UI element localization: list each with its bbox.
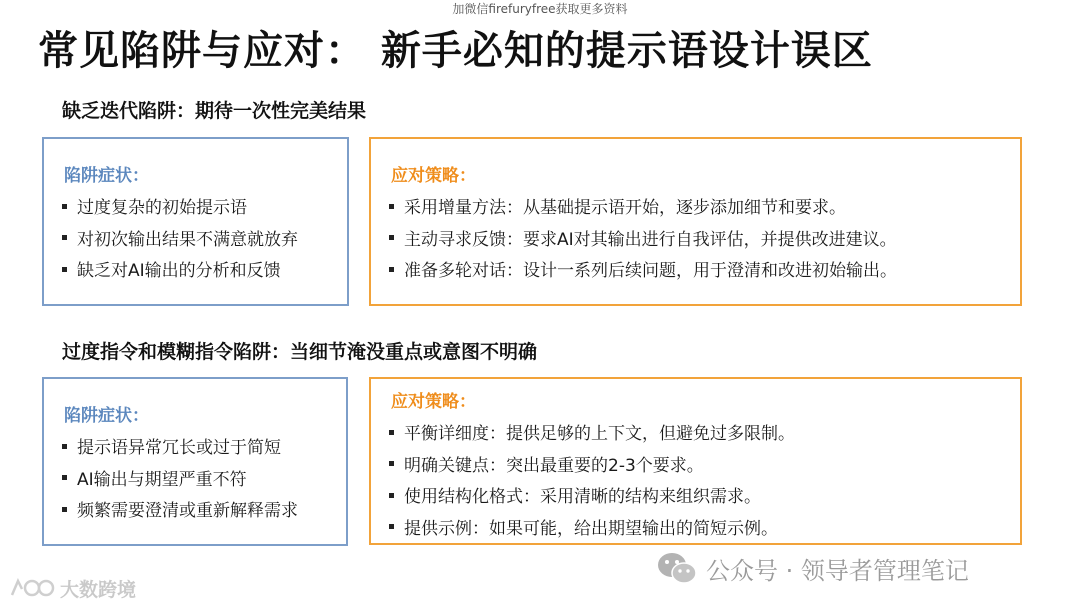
- corner-logo-text: 大数跨境: [60, 578, 137, 601]
- strategies-label: 应对策略：: [391, 392, 476, 412]
- symptoms-label: 陷阱症状：: [64, 166, 149, 186]
- list-item: 明确关键点：突出最重要的2-3个要求。: [389, 451, 795, 483]
- strategies-box-iteration: [369, 137, 1022, 306]
- list-item: 缺乏对AI输出的分析和反馈: [62, 256, 298, 288]
- section-heading-iteration: 缺乏迭代陷阱：期待一次性完美结果: [62, 100, 367, 122]
- bullet-icon: [389, 461, 394, 466]
- bullet-icon: [389, 493, 394, 498]
- section-heading-instruction: 过度指令和模糊指令陷阱：当细节淹没重点或意图不明确: [62, 341, 538, 363]
- bullet-icon: [389, 204, 394, 209]
- bullet-icon: [62, 235, 67, 240]
- list-item: AI输出与期望严重不符: [62, 465, 298, 497]
- strategies-list: [389, 419, 795, 545]
- strategies-box-instruction: [369, 377, 1022, 545]
- bullet-icon: [62, 204, 67, 209]
- page-title: 常见陷阱与应对： 新手必知的提示语设计误区: [38, 28, 873, 74]
- bullet-icon: [62, 444, 67, 449]
- symptoms-list: [62, 433, 298, 528]
- list-item: 提示语异常冗长或过于简短: [62, 433, 298, 465]
- corner-logo: [8, 570, 136, 606]
- bullet-icon: [62, 267, 67, 272]
- list-item: 对初次输出结果不满意就放弃: [62, 225, 298, 257]
- strategies-list: [389, 193, 897, 288]
- bullet-icon: [62, 475, 67, 480]
- bullet-icon: [389, 524, 394, 529]
- bullet-icon: [389, 430, 394, 435]
- logo-mark-icon: [8, 573, 56, 603]
- list-item: 提供示例：如果可能，给出期望输出的简短示例。: [389, 514, 795, 546]
- list-item: 使用结构化格式：采用清晰的结构来组织需求。: [389, 482, 795, 514]
- symptoms-list: [62, 193, 298, 288]
- wechat-icon: [656, 550, 698, 586]
- top-note: 加微信firefuryfree获取更多资料: [452, 2, 628, 16]
- bullet-icon: [389, 267, 394, 272]
- bullet-icon: [62, 507, 67, 512]
- symptoms-box-instruction: [42, 377, 348, 546]
- list-item: 准备多轮对话：设计一系列后续问题，用于澄清和改进初始输出。: [389, 256, 897, 288]
- wechat-watermark: [656, 548, 969, 588]
- list-item: 平衡详细度：提供足够的上下文，但避免过多限制。: [389, 419, 795, 451]
- list-item: 频繁需要澄清或重新解释需求: [62, 496, 298, 528]
- watermark-text: 公众号 · 领导者管理笔记: [706, 556, 969, 585]
- strategies-label: 应对策略：: [391, 166, 476, 186]
- list-item: 主动寻求反馈：要求AI对其输出进行自我评估，并提供改进建议。: [389, 225, 897, 257]
- symptoms-label: 陷阱症状：: [64, 406, 149, 426]
- bullet-icon: [389, 235, 394, 240]
- symptoms-box-iteration: [42, 137, 349, 306]
- list-item: 过度复杂的初始提示语: [62, 193, 298, 225]
- list-item: 采用增量方法：从基础提示语开始，逐步添加细节和要求。: [389, 193, 897, 225]
